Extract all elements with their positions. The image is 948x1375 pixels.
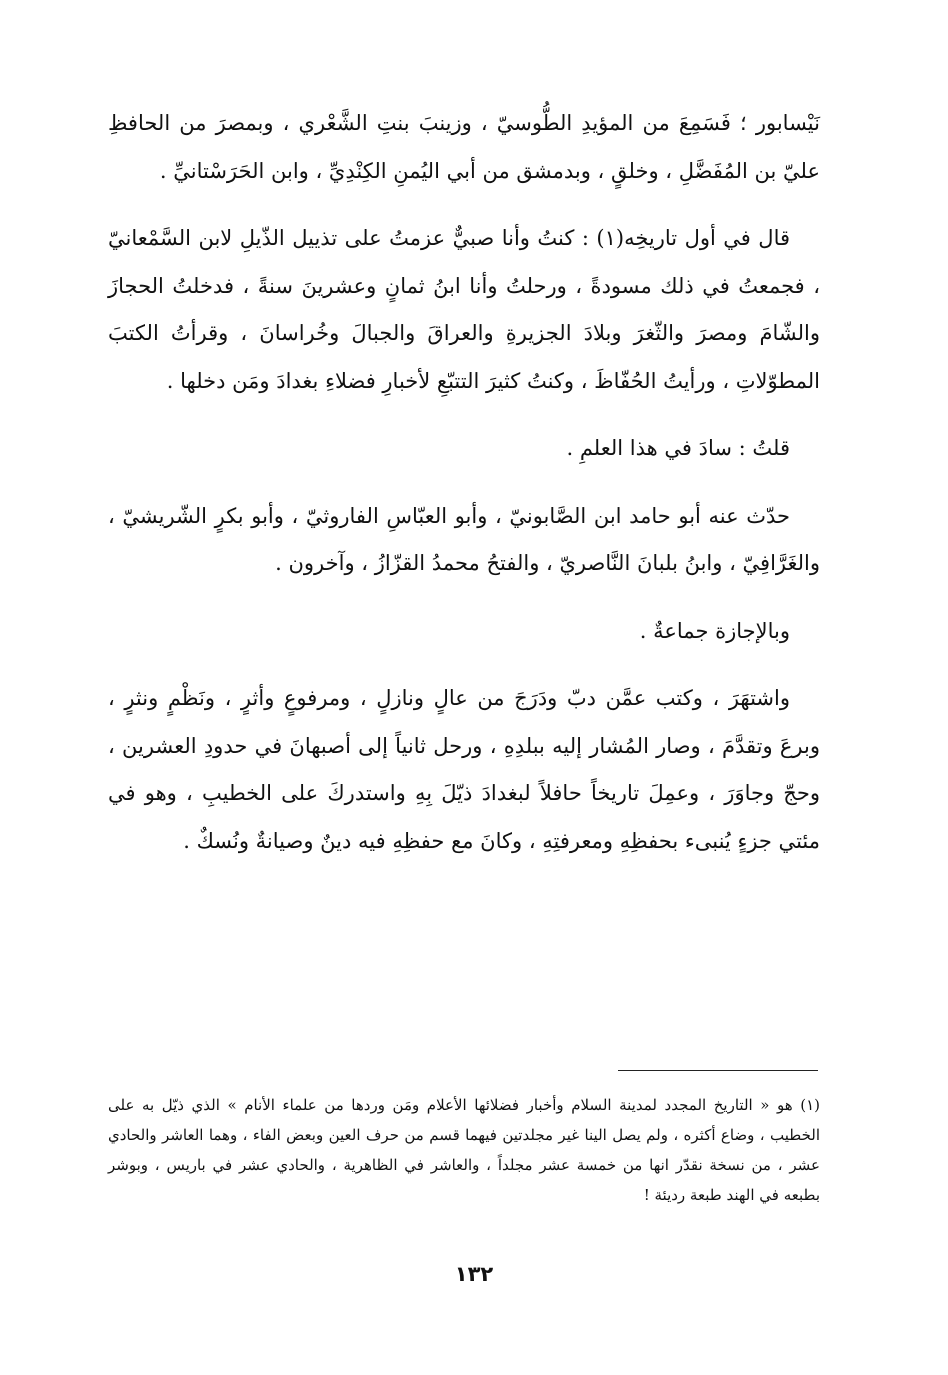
paragraph-3: قلتُ : سادَ في هذا العلمِ . (566, 436, 790, 460)
paragraph-2: قال في أول تاريخِه(١) : كنتُ وأنا صبيٌّ عزمتُ على تذييل الذّيلِ لابن السَّمْعانيّ ، فجمعتُ في ذلك مسودةً ، ورحلتُ وأنا ابنُ ثمانٍ وعشرينَ سنةً ، فدخلتُ الحجازَ والشّامَ ومصرَ والثّغرَ وبلادَ الجزيرةِ والعراقَ والجبالَ وخُراسانَ ، وقرأتُ الكتبَ المطوّلاتِ ، ورأيتُ الحُفّاظَ ، وكنتُ كثيرَ التتبّعِ لأخبارِ فضلاءِ بغدادَ ومَن دخلها . (108, 226, 820, 393)
page-number: ١٣٢ (454, 1262, 494, 1286)
paragraph-6: واشتهَرَ ، وكتب عمَّن دبّ ودَرَجَ من عالٍ ونازلٍ ، ومرفوعٍ وأثرٍ ، ونَظْمٍ ونثرٍ ، وبرعَ وتقدَّمَ ، وصار المُشار إليه ببلدِهِ ، ورحل ثانياً إلى أصبهانَ في حدودِ العشرين ، وحجّ وجاوَرَ ، وعمِلَ تاريخاً حافلاً لبغدادَ ذيّلَ بِهِ واستدركَ على الخطيبِ ، وهو في مئتي جزءٍ يُنبىء بحفظِهِ ومعرفتِهِ ، وكانَ مع حفظِهِ فيه دينٌ وصيانةٌ ونُسكٌ . (108, 686, 820, 853)
footnotes (108, 1090, 820, 1210)
paragraph-1: نَيْسابور ؛ فَسَمِعَ من المؤيدِ الطُّوسيّ ، وزينبَ بنتِ الشَّعْري ، وبمصرَ من الحافظِ عليّ بن المُفَضَّلِ ، وخلقٍ ، وبدمشق من أبي اليُمنِ الكِنْدِيِّ ، وابن الحَرَسْتانيِّ . (108, 111, 820, 183)
paragraph-5: وبالإجازة جماعةٌ . (639, 618, 790, 643)
main-text (108, 100, 820, 885)
footnote-1: (١) هو « التاريخ المجدد لمدينة السلام وأخبار فضلائها الأعلام ومَن وردها من علماء الأنام » الذي ذيّل به على الخطيب ، وضاع أكثره ، ولم يصل الينا غير مجلدتين فيهما قسم من حرف العين وبعض الفاء ، وهما العاشر والحادي عشر ، من نسخة نقدّر انها من خمسة عشر مجلداً ، والعاشر في الظاهرية ، والحادي عشر في باريس ، وبوشر بطبعه في الهند طبعة رديئة ! (108, 1096, 820, 1204)
paragraph-4: حدّث عنه أبو حامد ابن الصَّابونيّ ، وأبو العبّاسِ الفاروثيّ ، وأبو بكرٍ الشّريشيّ ، والغَرَّافِيّ ، وابنُ بلبانَ النَّاصريّ ، والفتحُ محمدُ القزّازُ ، وآخرون . (108, 503, 820, 575)
footnote-divider (618, 1070, 818, 1071)
